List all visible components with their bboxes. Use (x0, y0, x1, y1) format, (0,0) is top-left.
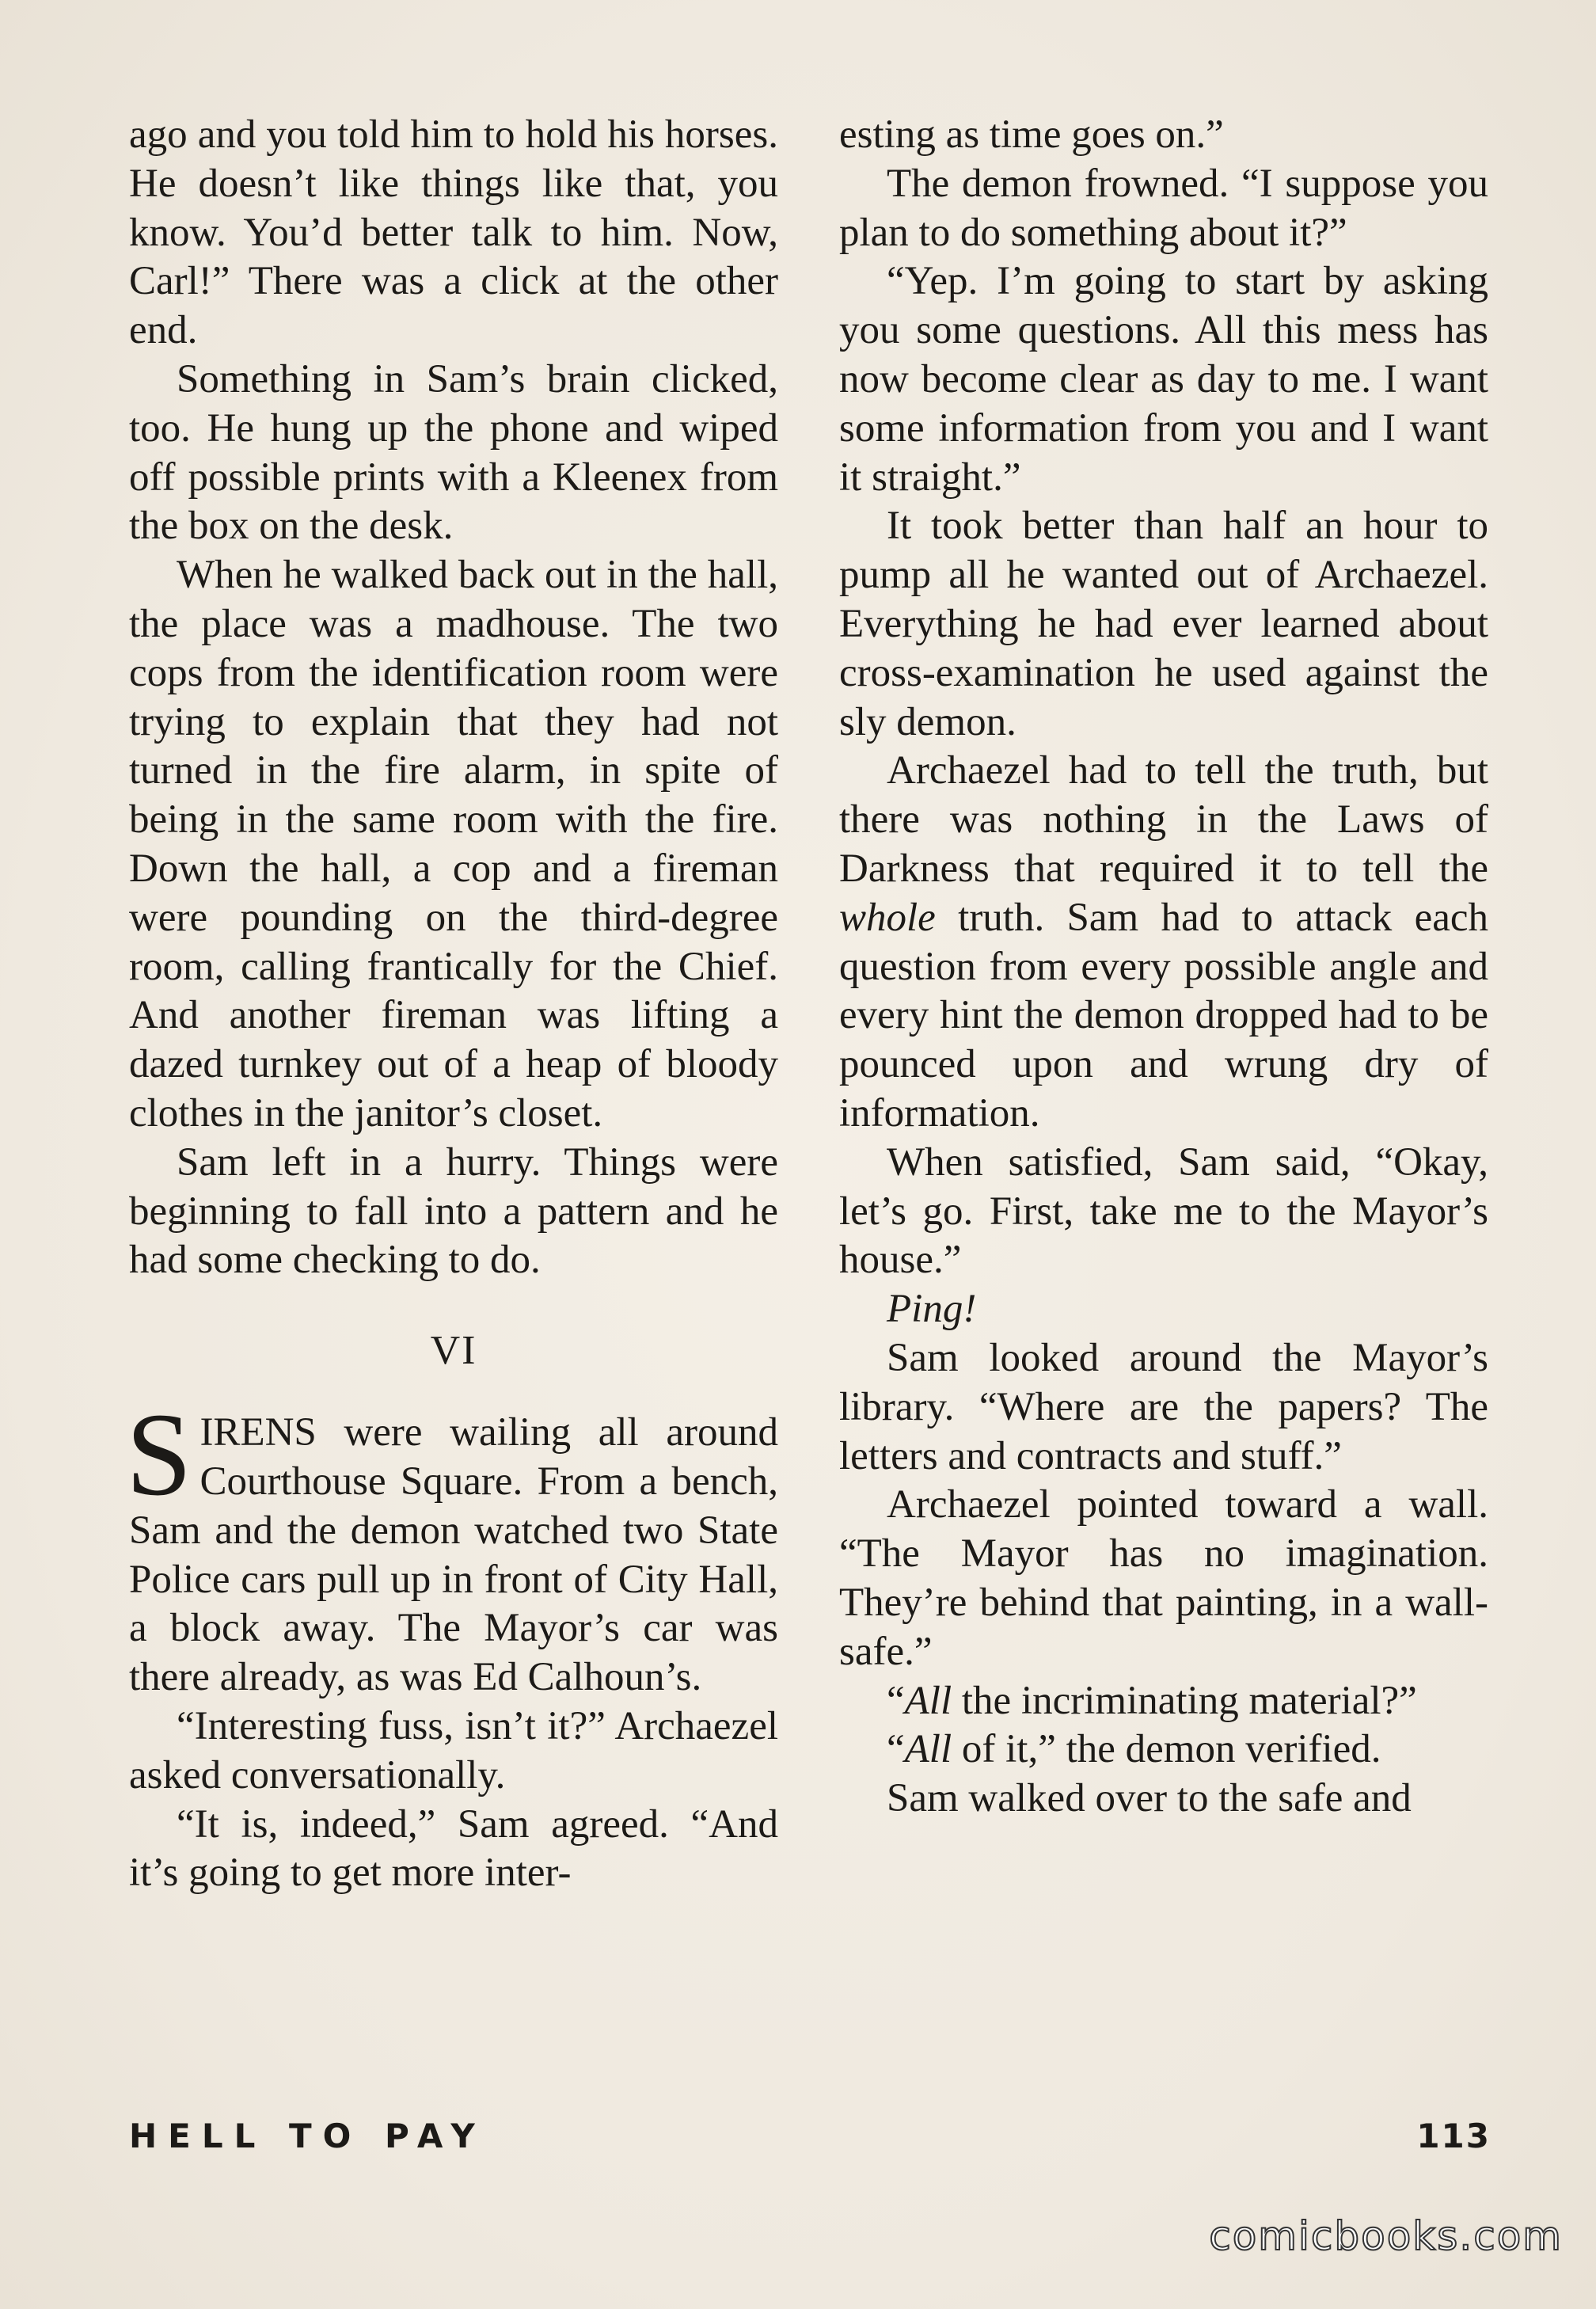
running-title: HELL TO PAY (129, 2117, 486, 2155)
paragraph: esting as time goes on.” (839, 112, 1224, 157)
text-run: the incriminating material?” (952, 1678, 1417, 1723)
paragraph: When satisfied, Sam said, “Okay, let’s go. First, take me to the Mayor’s house.” (839, 1139, 1488, 1283)
left-column (126, 111, 778, 1898)
paragraph (839, 1285, 1488, 1334)
drop-cap: S (126, 1389, 192, 1521)
page-number: 113 (1416, 2117, 1491, 2155)
chapter-heading: VI (430, 1328, 477, 1374)
paragraph (839, 747, 1488, 1138)
text-run: of it,” the demon verified. (952, 1727, 1381, 1772)
paragraph: When he walked back out in the hall, the place was a madhouse. The two cops from the identification room were trying to explain that they had not turned in the fire alarm, in spite of being in the same room with the fire. Down the hall, a cop and a fireman were pounding on the third-degree room, calling frantically for the Chief. And another fireman was lifting a dazed turnkey out of a heap of bloody clothes in the janitor’s closet. (129, 553, 778, 1135)
text-run: “ (887, 1678, 905, 1723)
emphasis: Ping! (887, 1287, 977, 1332)
paragraph: “Interesting fuss, isn’t it?” Archaezel asked conversationally. (129, 1703, 778, 1797)
paragraph-with-drop-cap (126, 1389, 778, 1702)
page-footer (129, 2117, 1491, 2164)
text-run: Archaezel had to tell the truth, but there was nothing in the Laws of Darkness that required it to tell the (839, 748, 1488, 891)
paragraph: ago and you told him to hold his horses. He doesn’t like things like that, you know. You’d better talk to him. Now, Carl!” There was a click at the other end. (129, 112, 778, 353)
paragraph: Sam looked around the Mayor’s library. “Where are the papers? The letters and contracts and stuff.” (839, 1335, 1488, 1478)
paragraph (839, 1725, 1488, 1775)
paragraph-text: IRENS were wailing all around Courthouse Square. From a bench, Sam and the demon watched two State Police cars pull up in front of City Hall, a block away. The Mayor’s car was there already, as was Ed Calhoun’s. (129, 1410, 778, 1700)
text-run: truth. Sam had to attack each question from every possible angle and every hint the demon dropped had to be pounced upon and wrung dry of information. (839, 895, 1488, 1135)
emphasis: All (904, 1678, 952, 1723)
paragraph (839, 1677, 1488, 1726)
paragraph: Sam left in a hurry. Things were beginning to fall into a pattern and he had some checking to do. (129, 1139, 778, 1283)
emphasis: whole (839, 895, 936, 940)
paragraph: “It is, indeed,” Sam agreed. “And it’s going to get more inter- (129, 1801, 778, 1896)
paragraph: It took better than half an hour to pump all he wanted out of Archaezel. Everything he had ever learned about cross-examination he used against the sly demon. (839, 504, 1488, 744)
paragraph: Something in Sam’s brain clicked, too. He hung up the phone and wiped off possible prints with a Kleenex from the box on the desk. (129, 356, 778, 549)
paragraph: The demon frowned. “I suppose you plan to do something about it?” (839, 161, 1488, 255)
paragraph: Archaezel pointed toward a wall. “The Mayor has no imagination. They’re behind that painting, in a wall-safe.” (839, 1482, 1488, 1674)
emphasis: All (904, 1727, 952, 1772)
watermark: comicbooks.com (1209, 2213, 1563, 2259)
text-run: “ (887, 1727, 905, 1772)
right-column (839, 111, 1488, 1824)
paragraph: Sam walked over to the safe and (887, 1776, 1412, 1821)
paragraph: “Yep. I’m going to start by asking you some questions. All this mess has now become clear as day to me. I want some information from you and I want it straight.” (839, 259, 1488, 500)
